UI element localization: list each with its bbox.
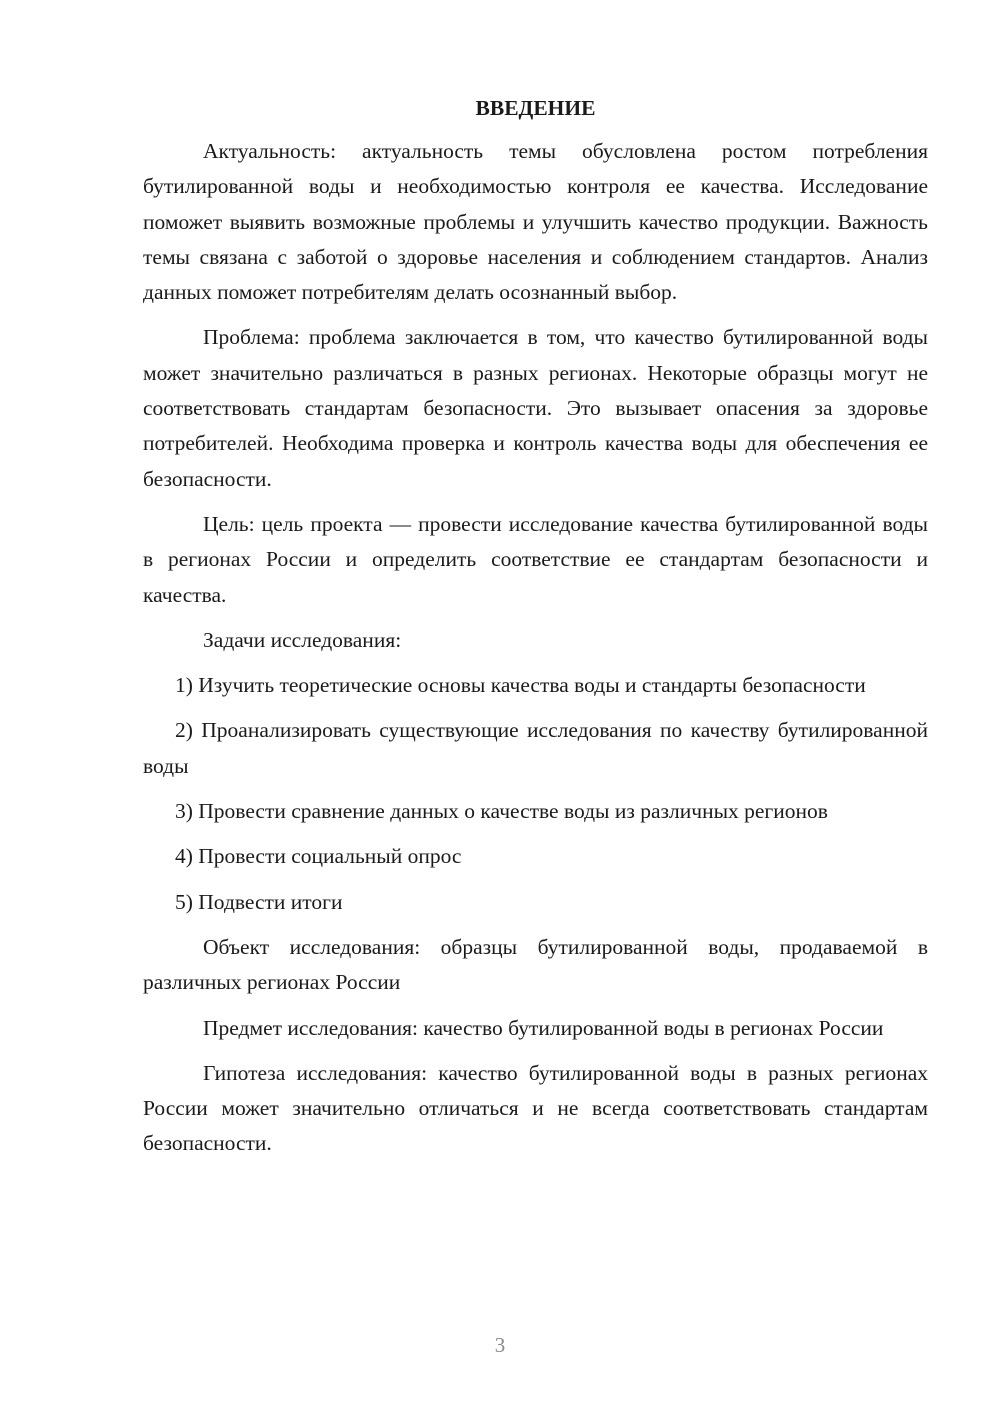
problem-paragraph: Проблема: проблема заключается в том, что качество бутилированной воды может значительно различаться в разных регионах. Некоторые образцы могут не соответствовать стандартам безопасности. Это вызывает опасения за здоровье потребителей. Необходима проверка и контроль качества воды для обеспечения ее безопасности. (143, 325, 928, 491)
page-content (143, 91, 928, 1172)
task-item-5: 5) Подвести итоги (175, 889, 343, 914)
relevance-paragraph: Актуальность: актуальность темы обусловлена ростом потребления бутилированной воды и необходимостью контроля ее качества. Исследование поможет выявить возможные проблемы и улучшить качество продукции. Важность темы связана с заботой о здоровье населения и соблюдением стандартов. Анализ данных поможет потребителям делать осознанный выбор. (143, 139, 928, 305)
tasks-title: Задачи исследования: (203, 627, 402, 652)
task-item-3: 3) Провести сравнение данных о качестве воды из различных регионов (175, 799, 828, 824)
subject-paragraph: Предмет исследования: качество бутилированной воды в регионах России (203, 1015, 884, 1040)
task-item-1: 1) Изучить теоретические основы качества воды и стандарты безопасности (175, 673, 866, 698)
goal-paragraph: Цель: цель проекта — провести исследование качества бутилированной воды в регионах России и определить соответствие ее стандартам безопасности и качества. (143, 511, 928, 607)
page-number: 3 (494, 1333, 506, 1357)
hypothesis-paragraph: Гипотеза исследования: качество бутилированной воды в разных регионах России может значительно отличаться и не всегда соответствовать стандартам безопасности. (143, 1060, 928, 1156)
object-paragraph: Объект исследования: образцы бутилированной воды, продаваемой в различных регионах России (143, 934, 928, 995)
task-item-4: 4) Провести социальный опрос (175, 844, 462, 869)
task-item-2: 2) Проанализировать существующие исследования по качеству бутилированной воды (143, 718, 928, 778)
section-heading: ВВЕДЕНИЕ (475, 96, 596, 120)
